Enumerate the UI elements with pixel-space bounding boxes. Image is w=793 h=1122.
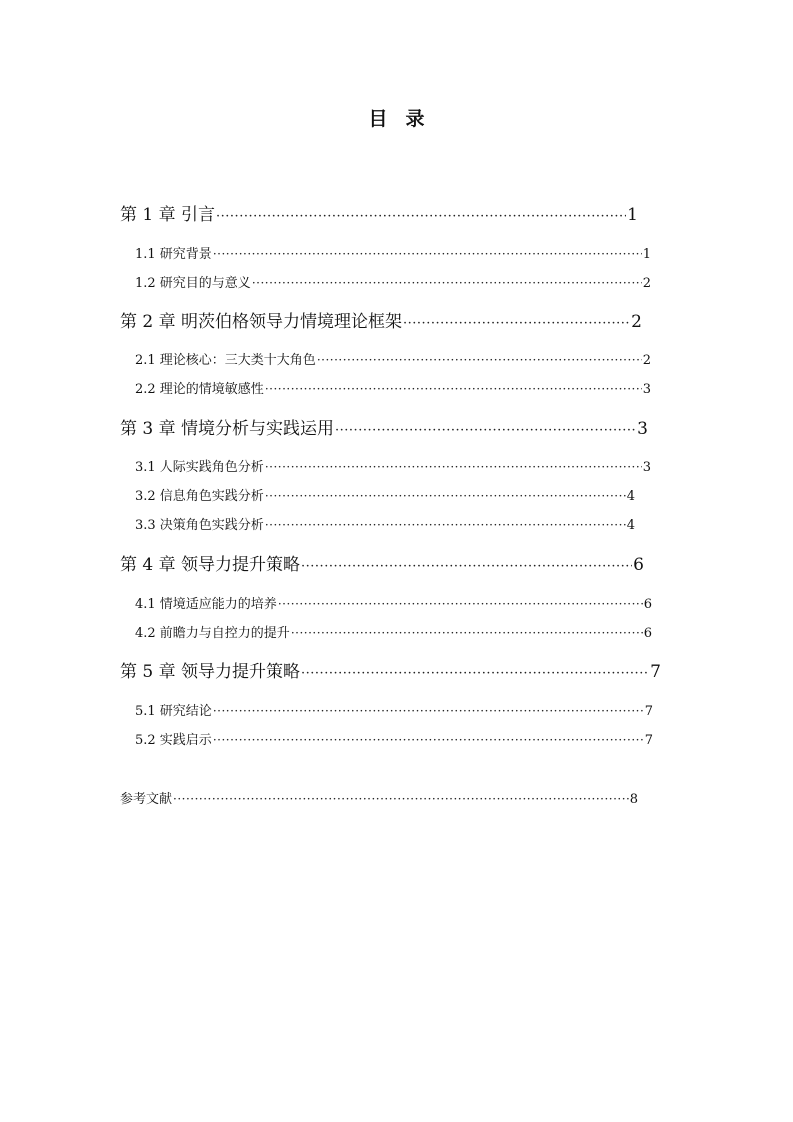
toc-entry-label: 第 5 章 领导力提升策略 [120, 662, 301, 682]
toc-entry-page: 8 [629, 792, 638, 807]
toc-entry-page: 3 [637, 419, 648, 439]
toc-entry-label: 2.1 理论核心：三大类十大角色 [135, 353, 316, 368]
toc-entry-section-5-1[interactable] [135, 700, 653, 719]
toc-entry-label: 第 3 章 情境分析与实践运用 [120, 419, 335, 439]
toc-entry-chapter-3[interactable] [120, 414, 648, 439]
toc-entry-page: 1 [627, 205, 638, 225]
dot-leader [252, 276, 642, 290]
toc-entry-page: 2 [642, 276, 651, 291]
toc-entry-section-5-2[interactable] [135, 729, 653, 748]
toc-entry-references[interactable] [120, 788, 638, 807]
toc-entry-page: 6 [633, 555, 644, 575]
toc-entry-section-3-2[interactable] [135, 485, 635, 504]
toc-entry-label: 2.2 理论的情境敏感性 [135, 382, 264, 397]
toc-entry-section-3-3[interactable] [135, 514, 635, 533]
dot-leader [213, 733, 644, 747]
toc-entry-chapter-1[interactable] [120, 200, 638, 225]
toc-entry-label: 4.1 情境适应能力的培养 [135, 597, 277, 612]
toc-entry-section-2-1[interactable] [135, 349, 651, 368]
toc-entry-label: 4.2 前瞻力与自控力的提升 [135, 626, 290, 641]
toc-title-char-1: 目 [368, 108, 388, 130]
toc-entry-section-1-1[interactable] [135, 243, 651, 262]
toc-entry-label: 第 2 章 明茨伯格领导力情境理论框架 [120, 312, 403, 332]
toc-entry-page: 2 [631, 312, 642, 332]
dot-leader [265, 382, 642, 396]
toc-entry-section-4-1[interactable] [135, 593, 652, 612]
toc-entry-page: 3 [642, 460, 651, 475]
dot-leader [291, 626, 643, 640]
toc-entry-label: 3.3 决策角色实践分析 [135, 518, 264, 533]
dot-leader [403, 316, 630, 331]
dot-leader [173, 792, 629, 806]
toc-entry-label: 1.1 研究背景 [135, 247, 212, 262]
toc-entry-page: 4 [626, 518, 635, 533]
dot-leader [265, 460, 642, 474]
toc-entry-page: 7 [644, 704, 653, 719]
toc-entry-label: 3.2 信息角色实践分析 [135, 489, 264, 504]
toc-entry-label: 第 4 章 领导力提升策略 [120, 555, 301, 575]
toc-entry-chapter-4[interactable] [120, 550, 644, 575]
dot-leader [317, 353, 642, 367]
toc-entry-page: 4 [626, 489, 635, 504]
toc-entry-label: 5.1 研究结论 [135, 704, 212, 719]
toc-entry-page: 6 [643, 626, 652, 641]
dot-leader [213, 704, 644, 718]
toc-entry-section-1-2[interactable] [135, 272, 651, 291]
toc-entry-chapter-5[interactable] [120, 657, 661, 682]
toc-entry-label: 5.2 实践启示 [135, 733, 212, 748]
dot-leader [213, 247, 642, 261]
toc-entry-page: 7 [650, 662, 661, 682]
dot-leader [301, 666, 649, 681]
toc-entry-chapter-2[interactable] [120, 307, 642, 332]
toc-entry-label: 第 1 章 引言 [120, 205, 216, 225]
toc-entry-page: 1 [642, 247, 651, 262]
toc-entry-label: 参考文献 [120, 792, 173, 807]
toc-entry-page: 7 [644, 733, 653, 748]
toc-entry-section-4-2[interactable] [135, 622, 652, 641]
toc-title [0, 104, 793, 131]
toc-entry-label: 1.2 研究目的与意义 [135, 276, 251, 291]
dot-leader [216, 209, 626, 224]
toc-entry-page: 2 [642, 353, 651, 368]
dot-leader [265, 489, 626, 503]
toc-entry-section-2-2[interactable] [135, 378, 651, 397]
toc-entry-page: 3 [642, 382, 651, 397]
toc-title-char-2: 录 [405, 108, 425, 130]
toc-entry-label: 3.1 人际实践角色分析 [135, 460, 264, 475]
toc-entry-page: 6 [643, 597, 652, 612]
dot-leader [278, 597, 643, 611]
dot-leader [265, 518, 626, 532]
dot-leader [301, 559, 632, 574]
dot-leader [335, 423, 636, 438]
toc-entry-section-3-1[interactable] [135, 456, 651, 475]
